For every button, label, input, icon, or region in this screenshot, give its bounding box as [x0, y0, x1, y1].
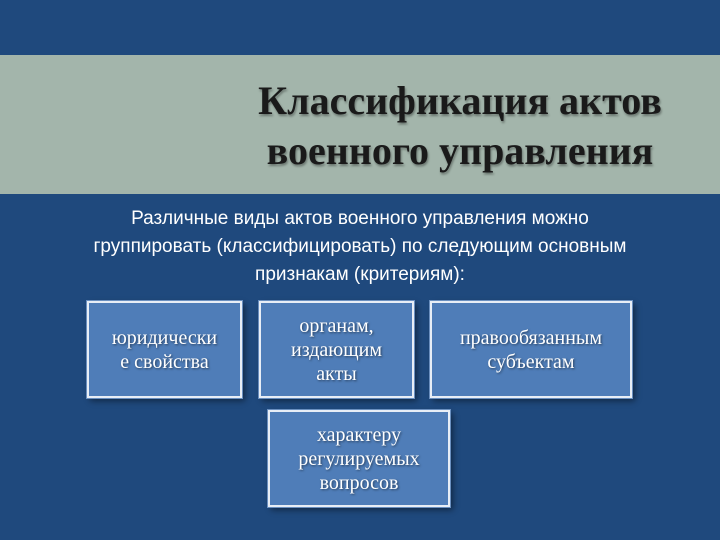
- criterion-label: органам, издающим акты: [291, 314, 382, 385]
- intro-line-1: Различные виды актов военного управления можно: [131, 208, 589, 229]
- criterion-box-obligated-subjects: [430, 301, 632, 398]
- criterion-box-legal-properties: [87, 301, 242, 398]
- criterion-label: юридически е свойства: [111, 326, 218, 373]
- slide-title-line-1: Классификация актов: [258, 78, 662, 123]
- intro-line-3: признакам (критериям):: [255, 264, 465, 285]
- intro-text: [20, 205, 700, 289]
- slide-title-line-2: военного управления: [266, 128, 654, 173]
- criterion-box-regulated-matters: [268, 410, 450, 507]
- criterion-label: характеру регулируемых вопросов: [298, 423, 420, 494]
- intro-line-2: группировать (классифицировать) по следующим основным: [93, 236, 627, 257]
- criterion-box-issuing-bodies: [259, 301, 414, 398]
- criterion-label: правообязанным субъектам: [459, 326, 603, 373]
- slide-title: [200, 76, 720, 176]
